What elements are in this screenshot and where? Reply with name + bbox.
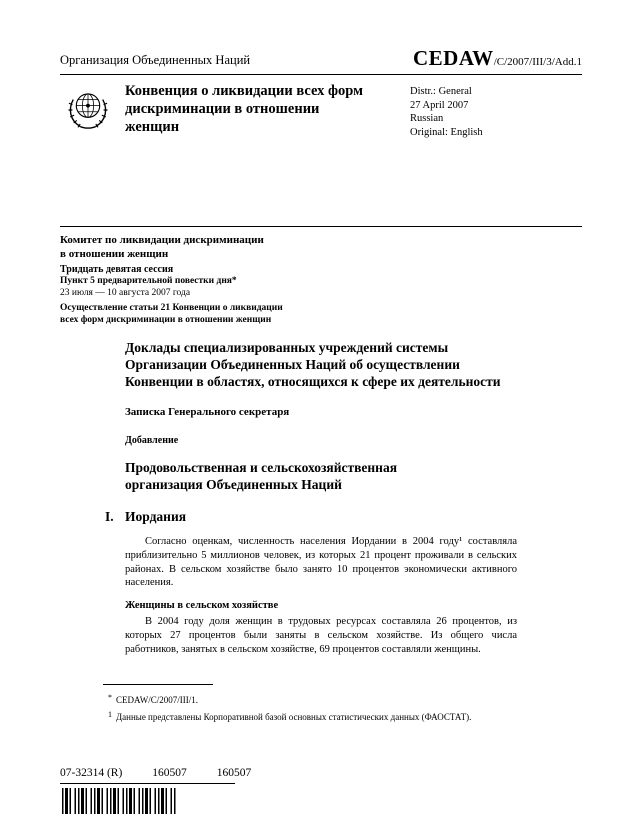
footnote-asterisk [103, 692, 495, 707]
org-name: Организация Объединенных Наций [60, 53, 251, 67]
note-by-secretary-general: Записка Генерального секретаря [125, 406, 290, 418]
paragraph: В 2004 году доля женщин в трудовых ресурсах составляла 26 процентов, из которых 27 процентов были заняты в сельском хозяйстве. Из общего числа работников, занятых в сельском хозяйстве, 69 процентов составляли женщины. [125, 616, 517, 655]
committee-name-line1: Комитет по ликвидации дискриминации [60, 234, 264, 246]
section-title: Иордания [125, 509, 187, 524]
committee-name-line2: в отношении женщин [60, 247, 169, 260]
distribution-block [410, 85, 483, 139]
implementation-line1: Осуществление статьи 21 Конвенции о ликвидации [60, 303, 283, 313]
session-dates: 23 июля — 10 августа 2007 года [60, 287, 191, 298]
section-number: I. [105, 509, 114, 524]
footer-date-code: 160507 [216, 767, 252, 779]
date-line: 27 April 2007 [410, 99, 469, 111]
footnote-1 [103, 709, 495, 724]
agenda-item: Пункт 5 предварительной повестки дня* [60, 276, 237, 286]
footnote-rule [103, 684, 213, 685]
footer-date-code: 160507 [152, 767, 187, 779]
distr-line: Distr.: General [410, 86, 472, 97]
report-title: Доклады специализированных учреждений системы Организации Объединенных Наций об осуществлении Конвенции в областях, относящихся к сфере их деятельности [125, 340, 501, 389]
addendum-label: Добавление [125, 435, 179, 446]
paragraph: Согласно оценкам, численность населения Иордании в 2004 году¹ составляла приблизительно 5 миллионов человек, из которых 21 процент проживали в сельских районах. В сельском хозяйстве было занято 10 процентов экономически активного населения. [125, 536, 517, 589]
un-emblem-icon [62, 84, 114, 136]
masthead [60, 46, 582, 75]
barcode [62, 788, 176, 814]
footer-rule [60, 783, 235, 784]
footer-codes [60, 767, 281, 781]
footnote-marker: * [108, 693, 112, 702]
committee-block [60, 234, 390, 326]
subheading-women-agriculture: Женщины в сельском хозяйстве [125, 600, 279, 612]
document-number: 07-32314 (R) [60, 767, 123, 779]
section-heading [105, 509, 517, 525]
main-content [105, 339, 517, 657]
session-title: Тридцать девятая сессия [60, 264, 174, 275]
language-line: Russian [410, 113, 444, 124]
footnote-marker: 1 [108, 709, 112, 719]
footnotes-block [103, 684, 495, 723]
footnote-text: Данные представлены Корпоративной базой основных статистических данных (ФАОСТАТ). [116, 711, 472, 722]
implementation-line2: всех форм дискриминации в отношении женщин [60, 314, 272, 325]
document-symbol-main: CEDAW [413, 46, 494, 70]
document-symbol-suffix: /C/2007/III/3/Add.1 [493, 56, 582, 68]
header-rule [60, 226, 582, 227]
convention-title: Конвенция о ликвидации всех форм дискриминации в отношении женщин [125, 83, 364, 135]
footnote-text: CEDAW/C/2007/III/1. [116, 695, 199, 705]
original-language-line: Original: English [410, 126, 483, 138]
fao-title: Продовольственная и сельскохозяйственная организация Объединенных Наций [125, 460, 398, 492]
document-symbol [413, 46, 582, 71]
